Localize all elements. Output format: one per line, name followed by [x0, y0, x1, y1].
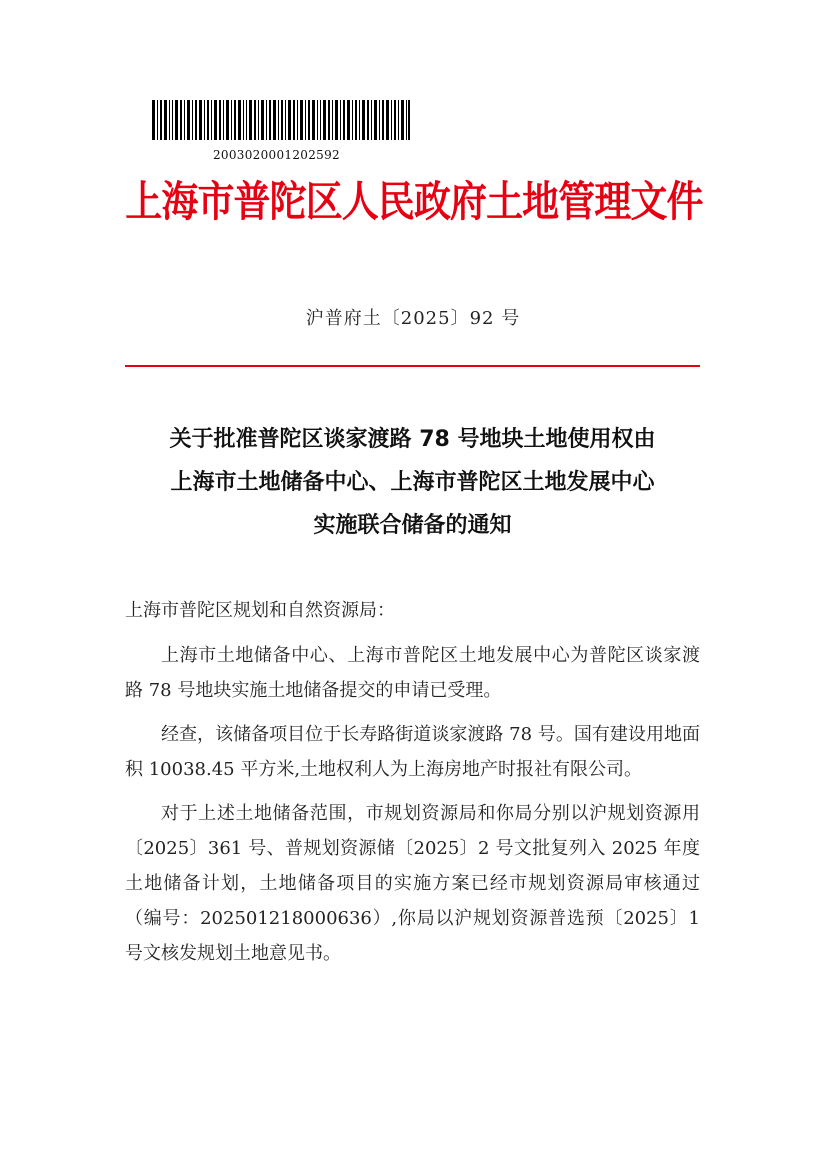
body-paragraph: 对于上述土地储备范围，市规划资源局和你局分别以沪规划资源用〔2025〕361 号、普规划资源储〔2025〕2 号文批复列入 2025 年度土地储备计划，土地储备项目的实施方案已经市规划资源局审核通过（编号：202501218000636）,你局以沪规划资源普选预〔2025〕1 号文核发规划土地意见书。 — [125, 803, 700, 964]
body-paragraph: 上海市土地储备中心、上海市普陀区土地发展中心为普陀区谈家渡路 78 号地块实施土地储备提交的申请已受理。 — [125, 645, 700, 701]
document-number: 沪普府土〔2025〕92 号 — [305, 308, 521, 329]
notice-title-line: 实施联合储备的通知 — [313, 513, 512, 538]
red-divider-rule — [125, 365, 700, 367]
document-body — [125, 638, 700, 980]
notice-title — [125, 418, 700, 547]
notice-title-line: 关于批准普陀区谈家渡路 78 号地块土地使用权由 — [169, 427, 656, 452]
notice-title-line: 上海市土地储备中心、上海市普陀区土地发展中心 — [170, 470, 655, 495]
barcode-image — [152, 100, 410, 140]
document-header-title: 上海市普陀区人民政府土地管理文件 — [125, 177, 703, 226]
barcode-number: 2003020001202592 — [213, 148, 340, 162]
addressee: 上海市普陀区规划和自然资源局： — [125, 600, 395, 621]
body-paragraph: 经查，该储备项目位于长寿路街道谈家渡路 78 号。国有建设用地面积 10038.45 平方米,土地权利人为上海房地产时报社有限公司。 — [125, 724, 700, 780]
